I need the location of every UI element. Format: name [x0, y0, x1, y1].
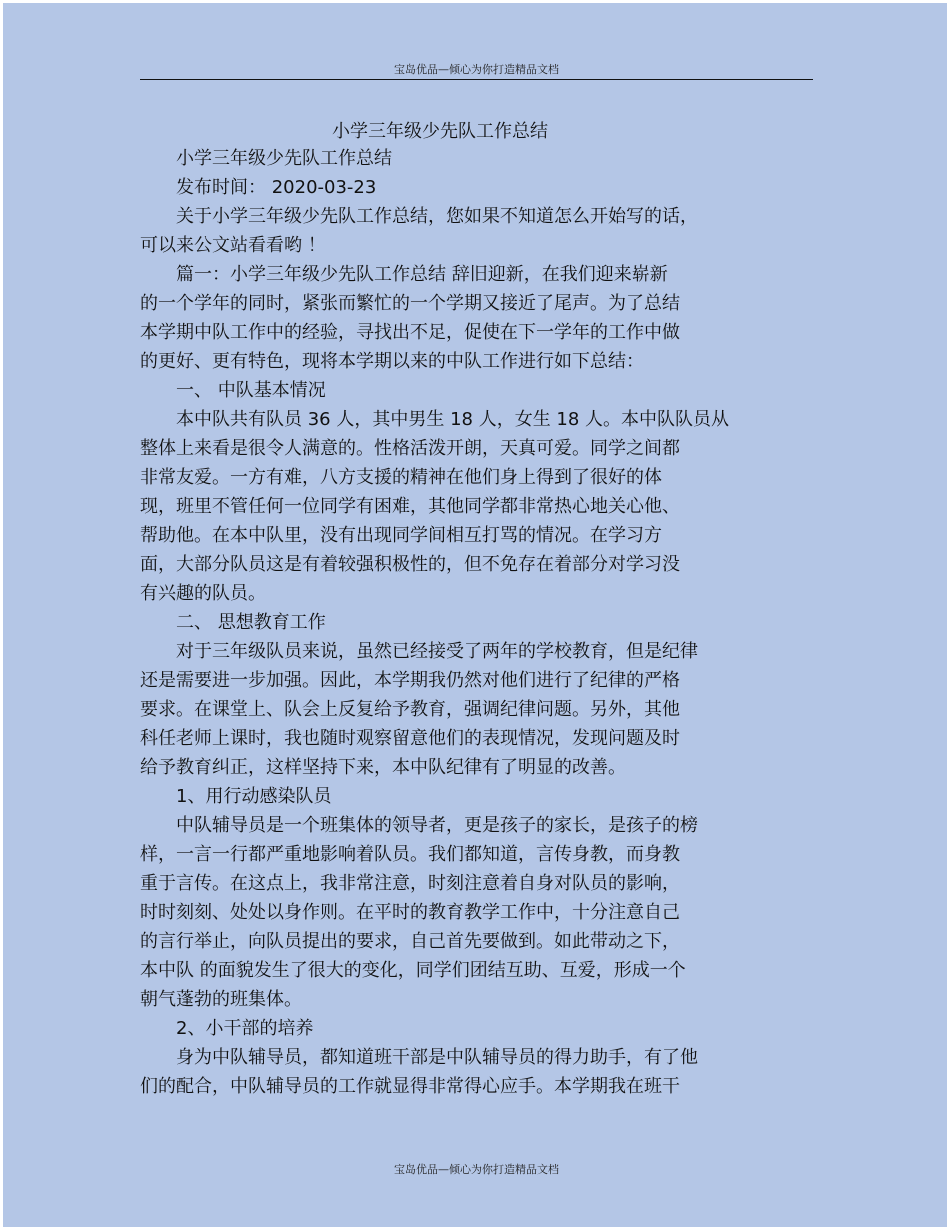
body-line: 小学三年级少先队工作总结 — [176, 148, 392, 169]
body-line: 篇一：小学三年级少先队工作总结 辞旧迎新，在我们迎来崭新 — [176, 264, 668, 285]
header-rule — [140, 79, 813, 80]
body-line: 时时刻刻、处处以身作则。在平时的教育教学工作中，十分注意自己 — [140, 902, 680, 923]
body-line: 还是需要进一步加强。因此，本学期我仍然对他们进行了纪律的严格 — [140, 670, 680, 691]
body-line: 身为中队辅导员，都知道班干部是中队辅导员的得力助手，有了他 — [176, 1047, 698, 1068]
body-line: 关于小学三年级少先队工作总结，您如果不知道怎么开始写的话， — [176, 206, 698, 227]
body-line: 可以来公文站看看哟 ！ — [140, 235, 326, 256]
body-line: 重于言传。在这点上，我非常注意，时刻注意着自身对队员的影响， — [140, 873, 680, 894]
body-line: 帮助他。在本中队里，没有出现同学间相互打骂的情况。在学习方 — [140, 525, 662, 546]
body-line: 的言行举止，向队员提出的要求，自己首先要做到。如此带动之下， — [140, 931, 680, 952]
body-line: 本中队 的面貌发生了很大的变化，同学们团结互助、互爱，形成一个 — [140, 960, 686, 981]
page-footer: 宝岛优品—倾心为你打造精品文档 — [394, 1163, 559, 1176]
section-heading: 一、 中队基本情况 — [176, 380, 326, 401]
page-header: 宝岛优品—倾心为你打造精品文档 — [394, 63, 559, 76]
document-body — [140, 144, 830, 1101]
body-line: 科任老师上课时，我也随时观察留意他们的表现情况，发现问题及时 — [140, 728, 680, 749]
document-page — [3, 3, 947, 1227]
body-line: 发布时间： 2020-03-23 — [176, 177, 377, 198]
body-line: 有兴趣的队员。 — [140, 583, 266, 604]
body-line: 面，大部分队员这是有着较强积极性的，但不免存在着部分对学习没 — [140, 554, 680, 575]
body-line: 本学期中队工作中的经验，寻找出不足，促使在下一学年的工作中做 — [140, 322, 680, 343]
section-heading: 二、 思想教育工作 — [176, 612, 326, 633]
body-line: 本中队共有队员 36 人，其中男生 18 人，女生 18 人。本中队队员从 — [176, 409, 730, 430]
body-line: 给予教育纠正，这样坚持下来，本中队纪律有了明显的改善。 — [140, 757, 626, 778]
body-line: 们的配合，中队辅导员的工作就显得非常得心应手。本学期我在班干 — [140, 1076, 680, 1097]
body-line: 中队辅导员是一个班集体的领导者，更是孩子的家长，是孩子的榜 — [176, 815, 698, 836]
body-line: 的更好、更有特色，现将本学期以来的中队工作进行如下总结： — [140, 351, 644, 372]
subsection-heading: 1、用行动感染队员 — [176, 786, 332, 807]
body-line: 整体上来看是很令人满意的。性格活泼开朗，天真可爱。同学之间都 — [140, 438, 680, 459]
subsection-heading: 2、小干部的培养 — [176, 1018, 314, 1039]
body-line: 非常友爱。一方有难，八方支援的精神在他们身上得到了很好的体 — [140, 467, 662, 488]
body-line: 样，一言一行都严重地影响着队员。我们都知道，言传身教，而身教 — [140, 844, 680, 865]
body-line: 要求。在课堂上、队会上反复给予教育，强调纪律问题。另外，其他 — [140, 699, 680, 720]
body-line: 对于三年级队员来说，虽然已经接受了两年的学校教育，但是纪律 — [176, 641, 698, 662]
document-title: 小学三年级少先队工作总结 — [332, 121, 548, 142]
body-line: 现，班里不管任何一位同学有困难，其他同学都非常热心地关心他、 — [140, 496, 680, 517]
body-line: 朝气蓬勃的班集体。 — [140, 989, 302, 1010]
body-line: 的一个学年的同时，紧张而繁忙的一个学期又接近了尾声。为了总结 — [140, 293, 680, 314]
